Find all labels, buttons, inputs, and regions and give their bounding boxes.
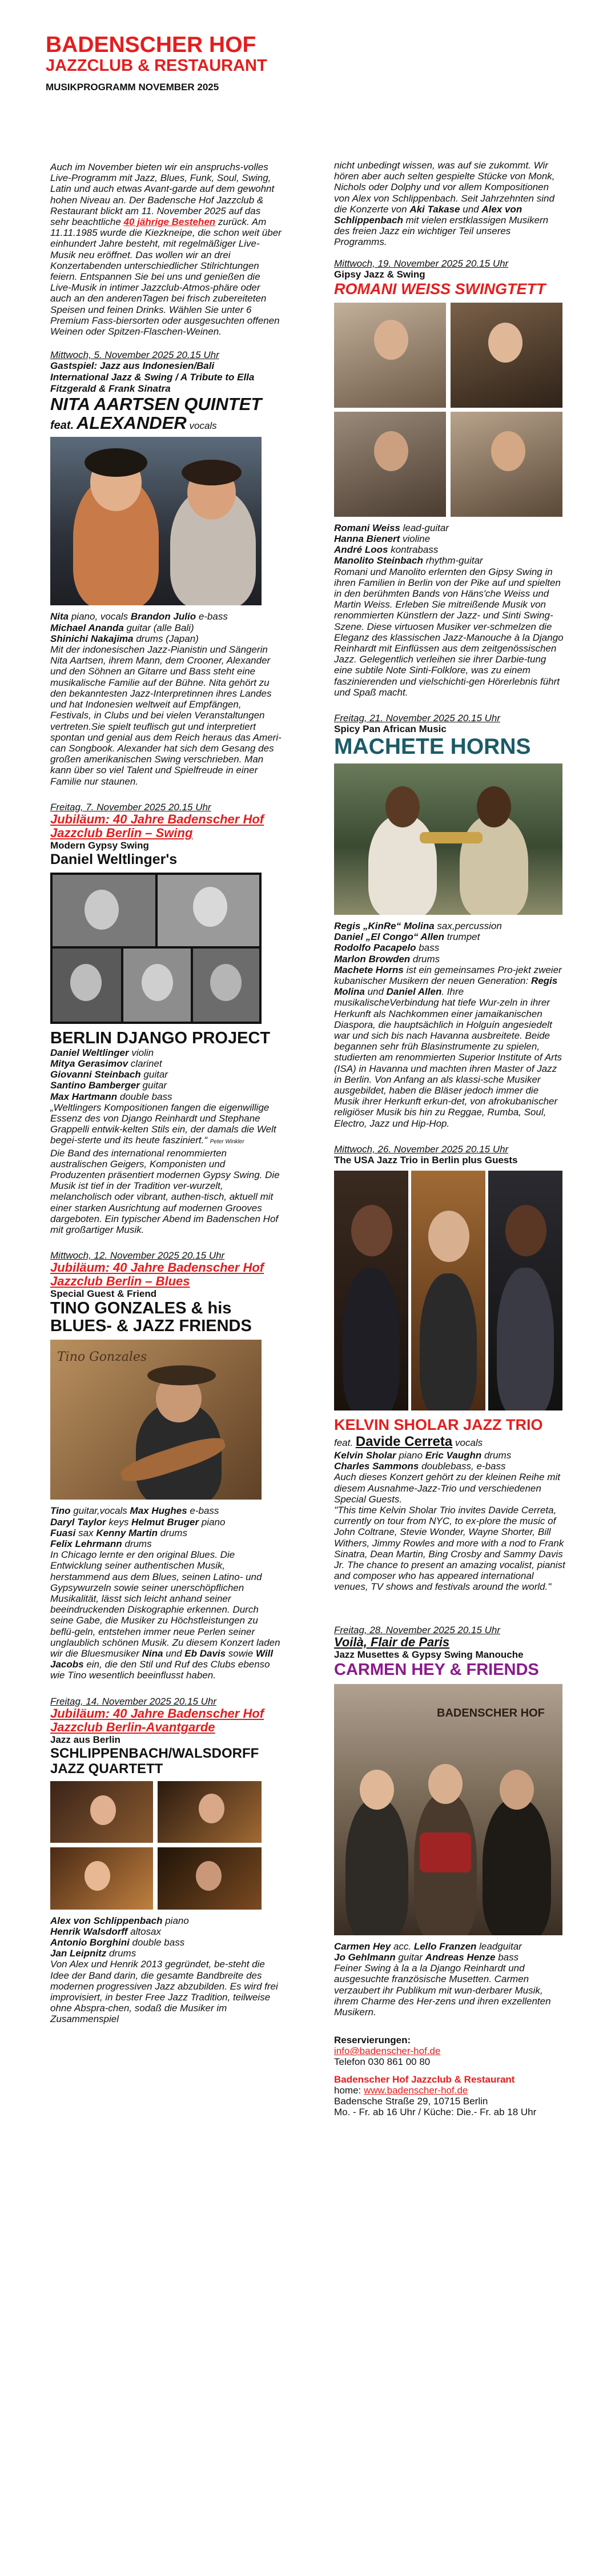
program-title: MUSIKPROGRAMM NOVEMBER 2025	[46, 82, 219, 93]
instrument: sax	[75, 1527, 97, 1538]
django-lineup	[50, 1047, 282, 1102]
event-subtitle: Jazz Musettes & Gypsy Swing Manouche	[334, 1649, 524, 1660]
event-kicker: Gastspiel: Jazz aus Indonesien/Bali	[50, 360, 215, 372]
venue-sign: BADENSCHER HOF	[437, 1706, 545, 1719]
carmen-lineup	[334, 1941, 565, 1963]
event-name: CARMEN HEY & FRIENDS	[334, 1660, 539, 1679]
guest-name: Will Jacobs	[50, 1647, 274, 1670]
jubilee-title: Jubiläum: 40 Jahre Badenscher Hof Jazzclub Berlin – Swing	[50, 811, 264, 840]
desc-part: und	[460, 203, 482, 215]
event-date: Mittwoch, 19. November 2025 20.15 Uhr	[334, 258, 509, 269]
machete-lineup	[334, 921, 565, 965]
event-date: Freitag, 7. November 2025 20.15 Uhr	[50, 801, 211, 813]
event-subtitle: Gipsy Jazz & Swing	[334, 268, 425, 280]
event-description: Feiner Swing à la a la Django Reinhardt und ausgesuchte französische Musetten. Carmen verzaubert ihr Publikum mit wun-derbarer Musik, ihrem Charme des Her-zens und ihren exzellenten Musikern.	[334, 1963, 551, 2018]
instrument: double bass	[129, 1937, 185, 1948]
instrument: e-bass	[196, 611, 228, 622]
event-subtitle: Jazz aus Berlin	[50, 1734, 120, 1745]
right-column	[334, 160, 565, 2117]
band-name: Machete Horns	[334, 964, 404, 975]
event-feat	[334, 1434, 565, 1450]
event-description-en: "This time Kelvin Sholar Trio invites Davide Cerreta, currently on tour from NYC, to ex-plore the music of John Coltrane, Stevie Wonder, Wayne Shorter, Bill Withers, Jimmy Rowles and more with a nod to Frank Sinatra, Dean Martin, Bing Crosby and Sammy Davis Jr. The chance to present an amazing vocalist, pianist and composer who has appeared international venues, TV shows and festivals around the world."	[334, 1505, 565, 1593]
instrument: trumpet	[444, 931, 480, 943]
instrument: drums	[122, 1538, 152, 1549]
kelvin-photo-collage	[334, 1171, 562, 1410]
schlippenbach-continued	[334, 160, 565, 248]
instrument: piano	[396, 1450, 425, 1461]
member: Antonio Borghini	[50, 1937, 130, 1948]
phone: Telefon 030 861 00 80	[334, 2056, 431, 2068]
member: Andreas Henze	[425, 1951, 496, 1963]
instrument: clarinet	[128, 1058, 162, 1069]
instrument: kontrabass	[388, 544, 439, 556]
email-link[interactable]: info@badenscher-hof.de	[334, 2045, 441, 2057]
event-date: Mittwoch, 5. November 2025 20.15 Uhr	[50, 349, 219, 361]
anniversary-link[interactable]: 40 jährige Bestehen	[123, 216, 216, 228]
kelvin-lineup	[334, 1450, 565, 1472]
signature: Tino Gonzales	[57, 1350, 147, 1365]
instrument: violin	[128, 1047, 154, 1058]
desc-part: ist ein gemeinsames Pro-jekt zweier kubanischer Musikern der neuen Generation:	[334, 964, 562, 987]
event-feat	[50, 413, 282, 432]
tino-lineup	[50, 1505, 282, 1549]
member: Rodolfo Pacapelo	[334, 942, 416, 954]
member: Hanna Bienert	[334, 533, 400, 544]
event-description	[334, 965, 565, 1129]
member: Nita	[50, 611, 69, 622]
desc-part: . Ihre musikalischeVerbindung hat tiefe Wur-zeln in ihrer Herkunft als Nachkommen einer jamaikanischen Diaspora, die hauptsächlich in Holguín angesiedelt war und sich bis nach Havanna ausbreitete. Beide begannen sehr früh Blasinstrumente zu spielen, studierten am renommierten Superior Institute of Arts (ISA) in Havanna und machten ihren Master of Jazz in Berlin. Von Anfang an als klassi-sche Musiker ausgebildet, haben die Bläser jedoch immer die Musik ihrer Herkunft erkun-det, von afrokubanischer religiöser Musik bis hin zu Reggae, Rumba, Soul, Electro, Jazz und Hip-Hop.	[334, 986, 562, 1129]
artist-name: Regis Molina	[334, 975, 558, 998]
instrument: piano, vocals	[69, 611, 131, 622]
feat-label: feat.	[50, 419, 74, 432]
event-date: Mittwoch, 26. November 2025 20.15 Uhr	[334, 1143, 509, 1155]
member: Jan Leipnitz	[50, 1948, 107, 1959]
venue-name: Badenscher Hof Jazzclub & Restaurant	[334, 2074, 515, 2085]
member: Jo Gehlmann	[334, 1951, 396, 1963]
desc-part: mit vielen erstklassigen Musikern des freien Jazz ein wichtiger Teil unseres Programms.	[334, 215, 549, 248]
member: Daniel „El Congo“ Allen	[334, 931, 444, 943]
tino-photo	[50, 1340, 262, 1500]
instrument: guitar,vocals	[70, 1505, 130, 1517]
opening-hours: Mo. - Fr. ab 16 Uhr / Küche: Die.- Fr. ab 18 Uhr	[334, 2107, 537, 2118]
event-name: KELVIN SHOLAR JAZZ TRIO	[334, 1416, 543, 1433]
instrument: rhythm-guitar	[423, 555, 483, 566]
instrument: drums	[158, 1527, 187, 1538]
left-column	[50, 162, 282, 2025]
member: Daniel Weltlinger	[50, 1047, 129, 1058]
member: Kenny Martin	[96, 1527, 158, 1538]
member: Giovanni Steinbach	[50, 1069, 141, 1080]
django-photo-collage	[50, 873, 262, 1024]
member: Carmen Hey	[334, 1940, 391, 1952]
quote-source: Peter Winkler	[210, 1139, 244, 1146]
member: Shinichi Nakajima	[50, 633, 134, 644]
address: Badensche Straße 29, 10715 Berlin	[334, 2096, 488, 2107]
page-header	[46, 33, 388, 93]
event-subtitle: Spicy Pan African Music	[334, 724, 447, 735]
instrument: lead-guitar	[400, 522, 449, 533]
event-subtitle: International Jazz & Swing / A Tribute to Ella Fitzgerald & Frank Sinatra	[50, 372, 255, 395]
member: Romani Weiss	[334, 522, 400, 533]
member: Daryl Taylor	[50, 1516, 106, 1528]
desc-part: und	[364, 986, 387, 998]
event-name: NITA AARTSEN QUINTET	[50, 394, 262, 415]
instrument: drums	[410, 953, 440, 965]
event-date: Freitag, 14. November 2025 20.15 Uhr	[50, 1695, 217, 1707]
event-tino	[50, 1250, 282, 1681]
instrument: guitar	[140, 1069, 168, 1080]
member: Tino	[50, 1505, 71, 1517]
event-description: Von Alex und Henrik 2013 gegründet, be-steht die Idee der Band darin, die gesamte Bandbreite des modernen progressiven Jazz abzubilden. Es wird frei improvisiert, in bester Free Jazz Tradition, teilweise ohne Abspra-chen, sodaß die Musiker im Zusammenspiel	[50, 1959, 278, 2025]
instrument: keys	[106, 1516, 132, 1528]
artist-name: Daniel Allen	[386, 986, 442, 998]
instrument: acc.	[391, 1940, 414, 1952]
intro-part1: Auch im November bieten wir ein anspruchs-volles Live-Programm mit Jazz, Blues, Funk, Soul, Swing, Latin und auch etwas Avant-garde auf dem gewohnt hohen Niveau an. Der Badensche Hof Jazzclub & Restaurant blickt am 11. November 2025 auf das sehr beachtliche	[50, 162, 275, 228]
member: Santino Bamberger	[50, 1080, 140, 1091]
intro-part2: zurück. Am 11.11.1985 wurde die Kiezkneipe, die schon weit über einhundert Jahre besteht, mit regelmäßiger Live-Musik neu eröffnet. Das wollen wir an drei Konzertabenden unterschiedlicher Stilrichtungen feiern. Entspannen Sie bei uns und genießen die Live-Musik in intimer Jazzclub-Atmos-phäre oder auch an den anderenTagen bei frisch zubereiteten Speisen und feinen Drinks. Wählen Sie unter 6 Premium Fass-biersorten oder ausgesuchten offenen Weinen oder Spitzen-Flaschen-Weinen.	[50, 216, 282, 337]
intro-text	[50, 162, 282, 337]
event-subtitle: Modern Gypsy Swing	[50, 839, 149, 851]
instrument: piano	[199, 1516, 226, 1528]
desc-part: In Chicago lernte er den original Blues. Die Entwicklung seiner authentischen Musik, herstammend aus dem Blues, seinen Latino- und Gypsywurzeln sowie seiner unerschöpflichen Musikalität, lässt sich leicht anhand seiner beeindruckenden Diskographie erkennen. Durch seine Gabe, die Musiker zu Höchstleistungen zu beflü-geln, entstehen immer neue Perlen seiner unglaublich schönen Musik. Zu diesem Konzert laden wir die Bluesmusiker	[50, 1549, 280, 1659]
event-artist: Daniel Weltlinger's	[50, 851, 178, 867]
club-subtitle: JAZZCLUB & RESTAURANT	[46, 57, 267, 75]
member: Marlon Browden	[334, 953, 411, 965]
event-nita	[50, 349, 282, 786]
instrument: guitar (alle Bali)	[123, 622, 194, 633]
instrument: doublebass, e-bass	[419, 1461, 506, 1472]
event-description	[50, 1549, 282, 1681]
desc-part: nicht unbedingt wissen, was auf sie zukommt. Wir hören aber auch selten gespielte Stücke von Monk, Nichols oder Dolphy und vor allem Kompositionen von Alex von Schlippenbach. Seit Jahrzehnten sind die Konzerte von	[334, 160, 555, 215]
instrument: drums	[481, 1450, 512, 1461]
event-subtitle: The USA Jazz Trio in Berlin plus Guests	[334, 1155, 518, 1166]
event-description: Romani und Manolito erlernten den Gipsy Swing in ihren Familien in Berlin von der Pike auf und spielten in den berühmten Bands von Häns'che Weiss und Martin Weiss. Erleben Sie mitreißende Musik von renommierten Künstlern der Jazz- und Sinti Swing-Szene. Diese virtuosen Musiker ver-schmelzen die Eleganz des klassischen Jazz-Manouche à la Django Reinhardt mit Einflüssen aus dem zeitgenössischen Jazz. Gelegentlich verleihen sie ihrer Darbie-tung eine subtile Note Sinti-Folklore, was zu einem faszinierenden und vielschichti-gen Hörerlebnis führt und Spaß macht.	[334, 566, 564, 698]
event-name: ROMANI WEISS SWINGTETT	[334, 280, 546, 298]
carmen-photo	[334, 1684, 562, 1935]
member: Charles Sammons	[334, 1461, 419, 1472]
event-name: SCHLIPPENBACH/WALSDORFF JAZZ QUARTETT	[50, 1745, 259, 1777]
instrument: altosax	[127, 1926, 161, 1937]
instrument: bass	[416, 942, 440, 954]
event-name: TINO GONZALES & his BLUES- & JAZZ FRIENDS	[50, 1299, 252, 1336]
event-date: Freitag, 28. November 2025 20.15 Uhr	[334, 1624, 501, 1635]
home-label: home:	[334, 2085, 364, 2096]
member: Kelvin Sholar	[334, 1450, 396, 1461]
footer	[334, 2035, 565, 2117]
instrument: leadguitar	[476, 1940, 522, 1952]
event-schlippenbach	[50, 1696, 282, 2025]
event-title: Voilà, Flair de Paris	[334, 1634, 450, 1649]
quote-text: „Weltlingers Kompositionen fangen die eigenwillige Essenz des von Django Reinhardt und Stephane Grappelli entwik-kelten Stils ein, der damals die Welt begei-sterte und its heute fasziniert.“	[50, 1102, 276, 1146]
reservation-label: Reservierungen:	[334, 2035, 411, 2046]
club-title: BADENSCHER HOF	[46, 33, 256, 57]
member: Fuasi	[50, 1527, 76, 1538]
member: André Loos	[334, 544, 388, 556]
instrument: bass	[495, 1951, 519, 1963]
event-quote	[50, 1102, 282, 1148]
event-date: Freitag, 21. November 2025 20.15 Uhr	[334, 712, 501, 724]
member: Max Hughes	[130, 1505, 187, 1517]
member: Brandon Julio	[130, 611, 196, 622]
member: Mitya Gerasimov	[50, 1058, 128, 1069]
member: Alex von Schlippenbach	[50, 1915, 163, 1926]
member: Eric Vaughn	[425, 1450, 482, 1461]
guest-name: Nina	[142, 1647, 163, 1659]
romani-photo-collage	[334, 303, 562, 517]
event-machete	[334, 713, 565, 1129]
event-kelvin	[334, 1144, 565, 1593]
event-date: Mittwoch, 12. November 2025 20.15 Uhr	[50, 1250, 225, 1261]
member: Helmut Bruger	[131, 1516, 199, 1528]
artist-name: Alex von Schlippenbach	[334, 203, 522, 226]
machete-photo	[334, 763, 562, 915]
instrument: drums (Japan)	[133, 633, 199, 644]
instrument: sax,percussion	[434, 921, 502, 932]
instrument: e-bass	[187, 1505, 219, 1517]
member: Michael Ananda	[50, 622, 124, 633]
guest-name: Eb Davis	[184, 1647, 226, 1659]
event-carmen	[334, 1625, 565, 2018]
instrument: violine	[400, 533, 431, 544]
schlippenbach-photo-collage	[50, 1781, 262, 1910]
artist-name: Aki Takase	[409, 203, 460, 215]
instrument: double bass	[117, 1091, 172, 1102]
schlippenbach-lineup	[50, 1915, 282, 1959]
romani-lineup	[334, 523, 565, 566]
instrument: guitar	[139, 1080, 167, 1091]
instrument: piano	[162, 1915, 189, 1926]
feat-role: vocals	[455, 1437, 483, 1448]
nita-photo	[50, 437, 262, 605]
member: Max Hartmann	[50, 1091, 118, 1102]
event-description: Mit der indonesischen Jazz-Pianistin und Sängerin Nita Aartsen, ihrem Mann, dem Crooner, Alexander und den Söhnen an Gitarre und Bass steht eine musikalische Familie auf der Bühne. Nita gehört zu den bekanntesten Jazz-Interpretinnen ihres Landes und hat Indonesien weltweit auf Empfängen, Festivals, in Clubs und bei vielen Veranstaltungen vertreten.Sie spielt teuflisch gut und interpretiert spontan und genial aus dem Reich heraus das Ameri-can Songbook. Alexander hat sich dem Gesang des großen amerikanischen Swing verschrieben. Man kann über so viel Talent und Spielfreude in einer Familie nur staunen.	[50, 644, 282, 787]
event-name: MACHETE HORNS	[334, 734, 531, 759]
feat-name: Davide Cerreta	[355, 1433, 453, 1449]
jubilee-title: Jubiläum: 40 Jahre Badenscher Hof Jazzclub Berlin-Avantgarde	[50, 1706, 264, 1734]
feat-name: ALEXANDER	[76, 413, 187, 433]
member: Lello Franzen	[413, 1940, 477, 1952]
homepage-link[interactable]: www.badenscher-hof.de	[363, 2085, 468, 2096]
nita-lineup	[50, 611, 282, 644]
feat-label: feat.	[334, 1437, 353, 1448]
member: Henrik Walsdorff	[50, 1926, 128, 1937]
event-description: Auch dieses Konzert gehört zu der kleinen Reihe mit diesem Ausnahme-Jazz-Trio und verschiedenen Special Guests.	[334, 1472, 560, 1505]
feat-role: vocals	[189, 420, 217, 432]
event-django	[50, 802, 282, 1236]
event-name: BERLIN DJANGO PROJECT	[50, 1028, 271, 1047]
event-romani	[334, 258, 565, 698]
event-subtitle: Special Guest & Friend	[50, 1288, 157, 1300]
member: Regis „KinRe“ Molina	[334, 921, 435, 932]
jubilee-title: Jubiläum: 40 Jahre Badenscher Hof Jazzclub Berlin – Blues	[50, 1260, 264, 1289]
instrument: guitar	[395, 1951, 425, 1963]
desc-part: ein, die den Stil und Ruf des Clubs ebenso wie Tino wesentlich beeinflusst haben.	[50, 1659, 270, 1681]
member: Felix Lehrmann	[50, 1538, 122, 1549]
instrument: drums	[106, 1948, 136, 1959]
desc-part: sowie	[226, 1647, 256, 1659]
event-description: Die Band des international renommierten australischen Geigers, Komponisten und Produzenten präsentiert modernen Gypsy Swing. Die Musik ist tief in der Tradition ver-wurzelt, melancholisch oder vibrant, authen-tisch, aktuell mit einer starken Ausrichtung auf modernen Grooves dargeboten. Ein typischer Abend im Badenschen Hof mit großartiger Musik.	[50, 1147, 280, 1236]
member: Manolito Steinbach	[334, 555, 423, 566]
desc-part: und	[163, 1647, 185, 1659]
